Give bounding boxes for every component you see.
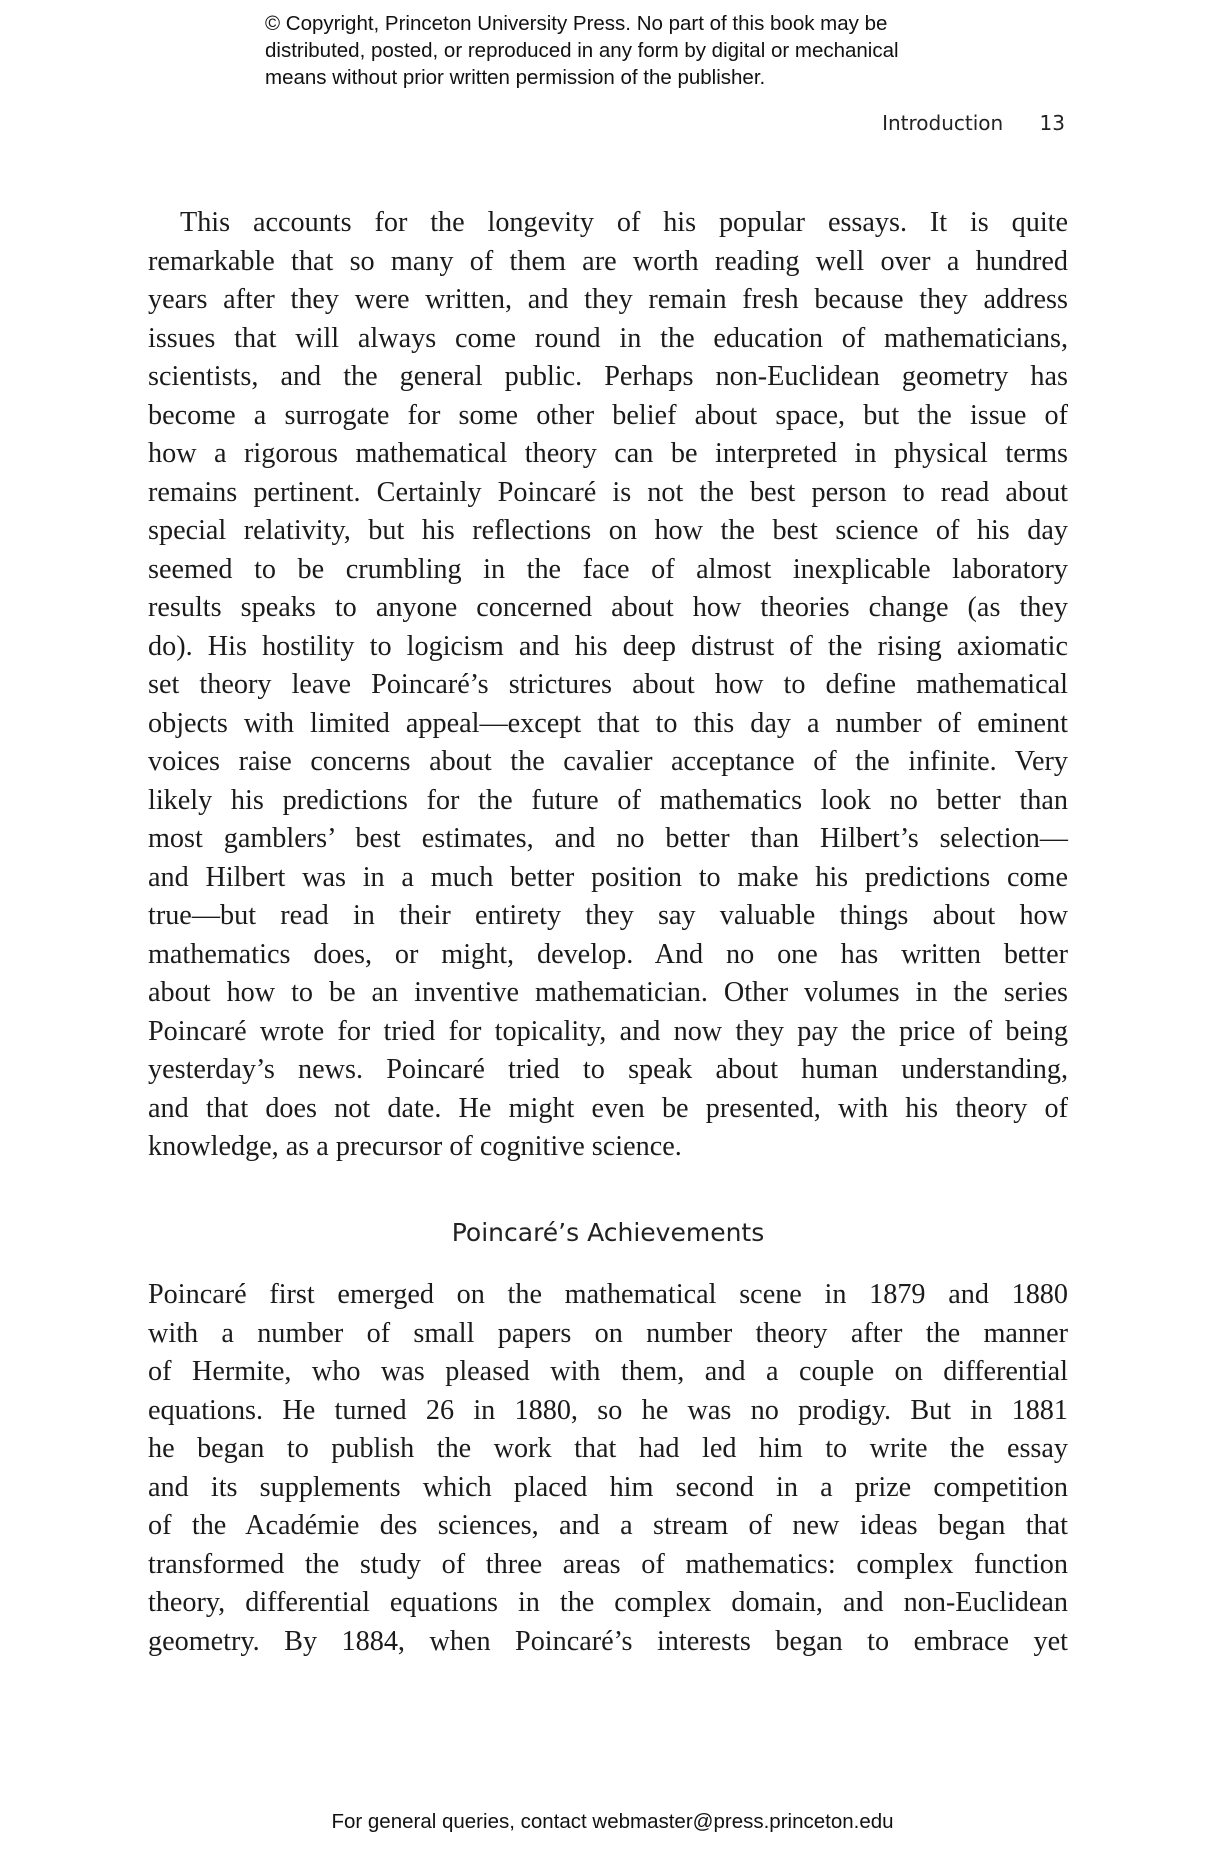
- text-line: scientists, and the general public. Perhaps non-Euclidean geometry has: [148, 361, 1068, 392]
- text-line: how a rigorous mathematical theory can be interpreted in physical terms: [148, 438, 1068, 469]
- text-line: equations. He turned 26 in 1880, so he was no prodigy. But in 1881: [148, 1394, 1068, 1426]
- text-line: objects with limited appeal—except that to this day a number of eminent: [148, 707, 1068, 739]
- text-line: Poincaré first emerged on the mathematical scene in 1879 and 1880: [148, 1279, 1068, 1310]
- text-line: about how to be an inventive mathematician. Other volumes in the series: [148, 977, 1068, 1008]
- text-line: yesterday’s news. Poincaré tried to speak about human understanding,: [148, 1054, 1068, 1085]
- text-line: become a surrogate for some other belief about space, but the issue of: [148, 399, 1068, 431]
- text-line: do). His hostility to logicism and his deep distrust of the rising axiomatic: [148, 630, 1068, 662]
- text-line: issues that will always come round in the education of mathematicians,: [148, 322, 1068, 354]
- paragraph-achievements: [148, 1276, 1068, 1661]
- text-line: theory, differential equations in the complex domain, and non-Euclidean: [148, 1587, 1068, 1618]
- text-line: set theory leave Poincaré’s strictures about how to define mathematical: [148, 669, 1068, 700]
- text-line: remains pertinent. Certainly Poincaré is not the best person to read about: [148, 476, 1068, 508]
- paragraph-longevity: [148, 204, 1068, 1167]
- text-line: he began to publish the work that had led him to write the essay: [148, 1433, 1068, 1464]
- page-number: 13: [1039, 111, 1065, 135]
- running-head-title: Introduction: [882, 111, 1004, 135]
- copyright-line: distributed, posted, or reproduced in any form by digital or mechanical: [265, 39, 899, 62]
- text-line: most gamblers’ best estimates, and no better than Hilbert’s selection—: [148, 823, 1068, 854]
- footer-contact: For general queries, contact webmaster@press.princeton.edu: [331, 1810, 894, 1833]
- text-line: and that does not date. He might even be presented, with his theory of: [148, 1092, 1068, 1124]
- text-line: and Hilbert was in a much better position to make his predictions come: [148, 861, 1068, 893]
- text-line: likely his predictions for the future of mathematics look no better than: [148, 784, 1068, 816]
- text-line: and its supplements which placed him second in a prize competition: [148, 1471, 1068, 1503]
- text-line: remarkable that so many of them are worth reading well over a hundred: [148, 245, 1068, 277]
- copyright-line: means without prior written permission of the publisher.: [265, 66, 766, 89]
- text-line: seemed to be crumbling in the face of almost inexplicable laboratory: [148, 553, 1068, 585]
- section-heading: Poincaré’s Achievements: [451, 1218, 765, 1247]
- text-line: years after they were written, and they remain fresh because they address: [148, 284, 1068, 315]
- text-line: of Hermite, who was pleased with them, and a couple on differential: [148, 1356, 1068, 1387]
- running-head: [882, 111, 1065, 135]
- text-line: transformed the study of three areas of mathematics: complex function: [148, 1548, 1068, 1580]
- copyright-notice: [265, 10, 985, 91]
- text-line: mathematics does, or might, develop. And no one has written better: [148, 938, 1068, 970]
- text-line: true—but read in their entirety they say valuable things about how: [148, 900, 1068, 931]
- text-line: knowledge, as a precursor of cognitive science.: [148, 1131, 682, 1162]
- text-line: This accounts for the longevity of his popular essays. It is quite: [180, 207, 1068, 238]
- copyright-line: © Copyright, Princeton University Press. No part of this book may be: [265, 12, 888, 35]
- text-line: with a number of small papers on number theory after the manner: [148, 1317, 1068, 1349]
- text-line: geometry. By 1884, when Poincaré’s interests began to embrace yet: [148, 1625, 1068, 1657]
- text-line: Poincaré wrote for tried for topicality, and now they pay the price of being: [148, 1015, 1068, 1047]
- text-line: voices raise concerns about the cavalier acceptance of the infinite. Very: [148, 746, 1068, 777]
- text-line: special relativity, but his reflections on how the best science of his day: [148, 515, 1068, 546]
- text-line: of the Académie des sciences, and a stream of new ideas began that: [148, 1510, 1068, 1541]
- text-line: results speaks to anyone concerned about how theories change (as they: [148, 592, 1068, 623]
